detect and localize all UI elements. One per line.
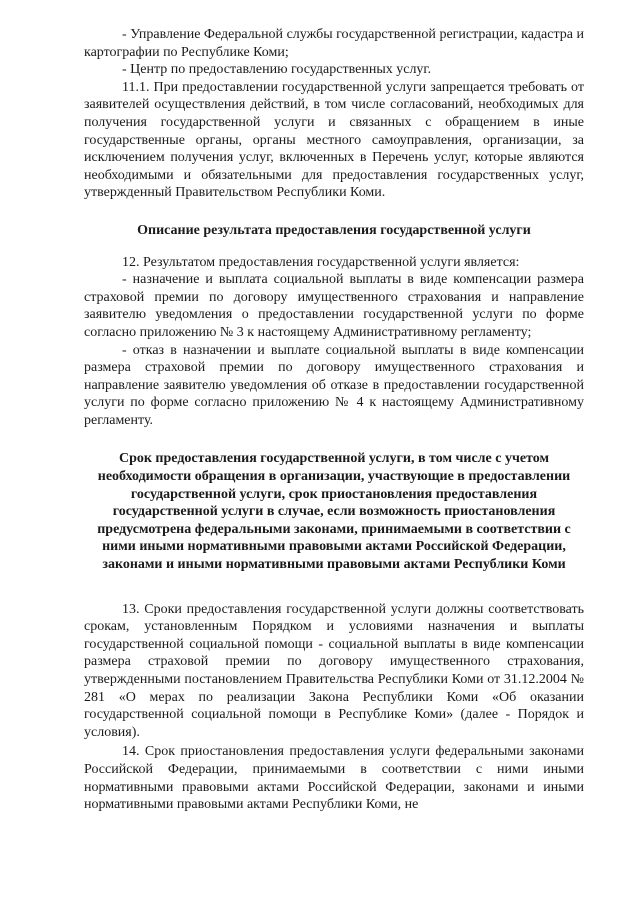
paragraph-12: 12. Результатом предоставления государственной услуги является: — [122, 254, 520, 270]
paragraph-11-1: 11.1. При предоставлении государственной услуги запрещается требовать от заявителей осуществления действий, в том числе согласований, необходимых для получения государственной услуги и связанных с обращением в иные государственные органы, органы местного самоуправления, организации, за исключением получения услуг, включенных в Перечень услуг, которые являются необходимыми и обязательными для предоставления государственных услуг, утвержденный Правительством Республики Коми. — [84, 79, 584, 201]
result-item-1: - назначение и выплата социальной выплаты в виде компенсации размера страховой премии по договору имущественного страхования и направление заявителю уведомления о предоставлении государственной услуги по форме согласно приложению № 3 к настоящему Административному регламенту; — [84, 272, 584, 340]
section-heading-terms: Срок предоставления государственной услуги, в том числе с учетом необходимости обращения в организации, участвующие в предоставлении государственной услуги, срок приостановления предоставления государственной услуги в случае, если возможность приостановления предусмотрена федеральными законами, принимаемыми в соответствии с ними иными нормативными правовыми актами Российской Федерации, законами и иными нормативными правовыми актами Республики Коми — [97, 451, 571, 573]
section-heading-result: Описание результата предоставления государственной услуги — [137, 222, 531, 238]
paragraph-13: 13. Сроки предоставления государственной услуги должны соответствовать срокам, установленным Порядком и условиями назначения и выплаты государственной социальной помощи - социальной выплаты в виде компенсации размера страховой премии по договору имущественного страхования, утвержденными постановлением Правительства Республики Коми от 31.12.2004 № 281 «О мерах по реализации Закона Республики Коми «Об оказании государственной социальной помощи в Республике Коми» (далее - Порядок и условия). — [84, 601, 584, 740]
page-content — [84, 26, 584, 814]
paragraph-14: 14. Срок приостановления предоставления услуги федеральными законами Российской Федерации, принимаемыми в соответствии с ними иными нормативными правовыми актами Российской Федерации, законами и иными нормативными правовыми актами Республики Коми, не — [84, 744, 584, 813]
intro-item-1: - Управление Федеральной службы государственной регистрации, кадастра и картографии по Республике Коми; — [84, 27, 584, 60]
result-item-2: - отказ в назначении и выплате социальной выплаты в виде компенсации размера страховой премии по договору имущественного страхования и направление заявителю уведомления об отказе в предоставлении государственной услуги по форме согласно приложению № 4 к настоящему Административному регламенту. — [84, 342, 584, 428]
intro-item-2: - Центр по предоставлению государственных услуг. — [122, 62, 432, 78]
